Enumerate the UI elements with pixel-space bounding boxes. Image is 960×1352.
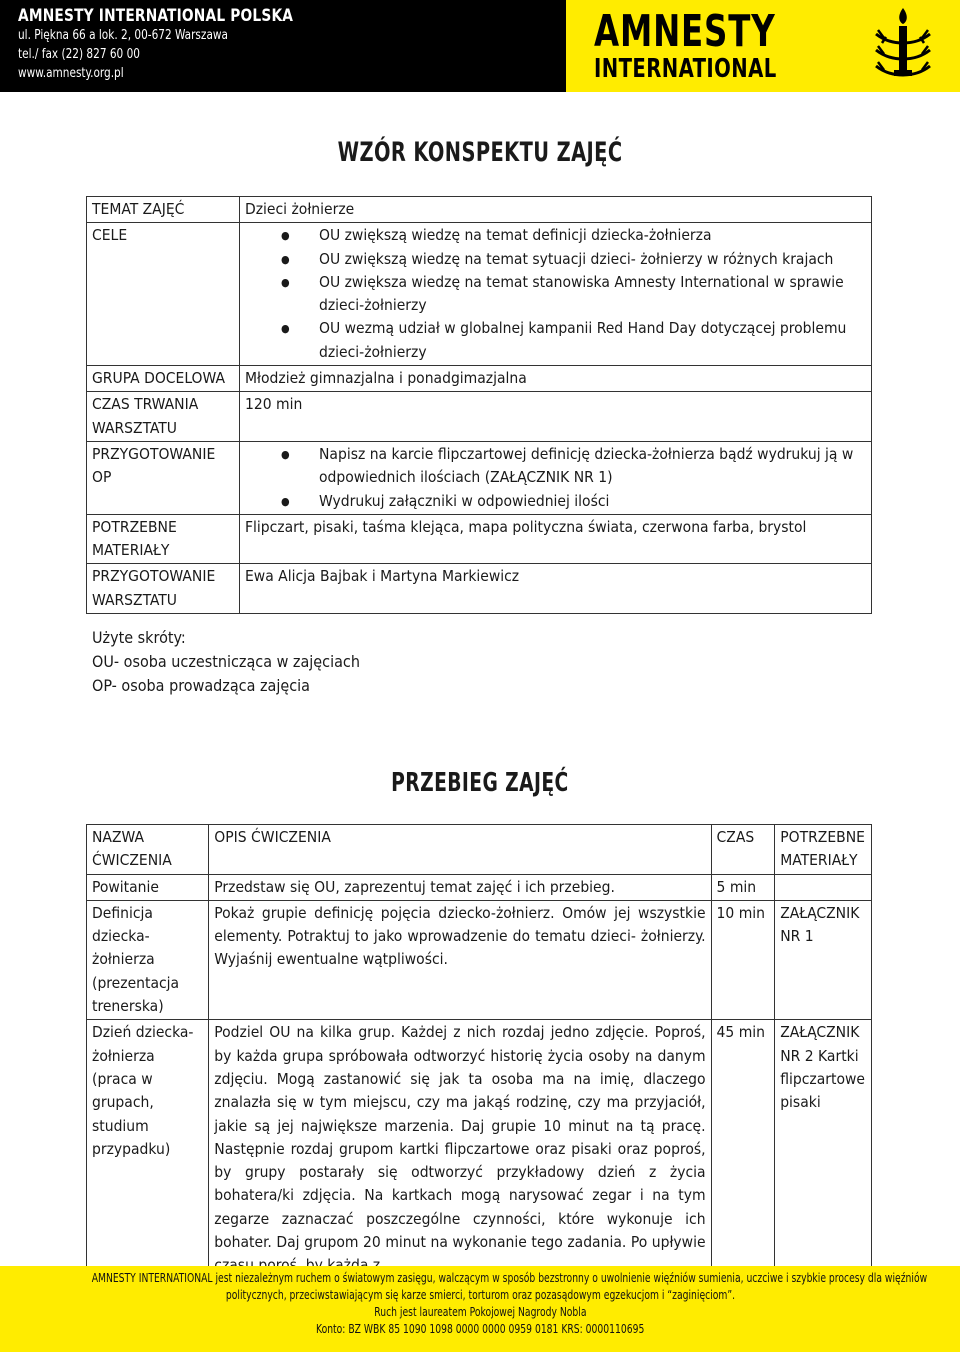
logo-line-2: INTERNATIONAL <box>594 54 777 84</box>
table-row <box>87 1020 872 1279</box>
footer-line-4: Konto: BZ WBK 85 1090 1098 0000 0000 0959 0181 KRS: 0000110695 <box>315 1321 645 1336</box>
abbreviation-ou: OU- osoba uczestnicząca w zajęciach <box>92 652 360 671</box>
page-footer <box>0 1266 960 1352</box>
list-item: ● OU wezmą udział w globalnej kampanii Red Hand Day dotyczącej problemu dzieci-żołnierzy <box>299 317 866 364</box>
exercise-description: Pokaż grupie definicję pojęcia dziecko-żołnierz. Omów jej wszystkie elementy. Potraktuj to jako wprowadzenie do tematu dzieci- żołnierzy. Wyjaśnij ewentualne wątpliwości. <box>209 900 711 1019</box>
topic-label: TEMAT ZAJĘĆ <box>87 197 240 223</box>
org-address: ul. Piękna 66 a lok. 2, 00-672 Warszawa <box>18 28 228 43</box>
table-row <box>87 514 872 564</box>
org-phone: tel./ fax (22) 827 60 00 <box>18 47 140 62</box>
duration-value: 120 min <box>240 392 872 442</box>
list-item: ● Wydrukuj załączniki w odpowiedniej ilości <box>299 490 866 513</box>
table-row <box>87 197 872 223</box>
exercise-name: Definicja dziecka-żołnierza (prezentacja trenerska) <box>87 900 209 1019</box>
column-header: CZAS <box>711 825 775 875</box>
group-label: GRUPA DOCELOWA <box>87 366 240 392</box>
list-item: ● Napisz na karcie flipczartowej definicję dziecka-żołnierza bądź wydrukuj ją w odpowiednich ilościach (ZAŁĄCZNIK NR 1) <box>299 443 866 490</box>
group-value: Młodzież gimnazjalna i ponadgimazjalna <box>240 366 872 392</box>
abbreviations-heading: Użyte skróty: <box>92 628 186 647</box>
table-row <box>87 900 872 1019</box>
column-header: POTRZEBNE MATERIAŁY <box>775 825 872 875</box>
amnesty-logo <box>566 0 960 92</box>
exercise-time: 10 min <box>711 900 775 1019</box>
exercise-description: Przedstaw się OU, zaprezentuj temat zajęć i ich przebieg. <box>209 874 711 900</box>
footer-line-1: AMNESTY INTERNATIONAL jest niezależnym ruchem o światowym zasięgu, walczącym w sposób bezstronny o uwolnienie więźniów sumienia, uczciwe i szybkie procesy dla więźniów <box>91 1270 928 1285</box>
prep-op-label: PRZYGOTOWANIE OP <box>87 441 240 514</box>
exercise-name: Powitanie <box>87 874 209 900</box>
candle-barbed-wire-icon <box>866 4 940 88</box>
list-item: ● OU zwiększą wiedzę na temat definicji dziecka-żołnierza <box>299 224 866 247</box>
column-header: OPIS ĆWICZENIA <box>209 825 711 875</box>
abbreviations <box>92 626 360 698</box>
course-table <box>86 824 872 1280</box>
table-header-row <box>87 825 872 875</box>
materials-label: POTRZEBNE MATERIAŁY <box>87 514 240 564</box>
prepared-by-value: Ewa Alicja Bajbak i Martyna Markiewicz <box>240 564 872 614</box>
lesson-summary-table <box>86 196 872 614</box>
exercise-materials <box>775 874 872 900</box>
footer-line-3: Ruch jest laureatem Pokojowej Nagrody Nobla <box>373 1304 587 1319</box>
table-row <box>87 874 872 900</box>
table-row <box>87 392 872 442</box>
goals-cell <box>240 223 872 366</box>
materials-value: Flipczart, pisaki, taśma klejąca, mapa polityczna świata, czerwona farba, brystol <box>240 514 872 564</box>
table-row <box>87 441 872 514</box>
table-row <box>87 366 872 392</box>
org-name: AMNESTY INTERNATIONAL POLSKA <box>18 6 294 26</box>
header-contact-block <box>0 0 566 92</box>
logo-text <box>594 6 815 84</box>
exercise-time: 45 min <box>711 1020 775 1279</box>
footer-line-2: politycznych, przeciwstawiającym się karze smierci, torturom oraz pozasądowym egzekucjom i “zaginięciom”. <box>225 1287 735 1302</box>
prepared-by-label: PRZYGOTOWANIE WARSZTATU <box>87 564 240 614</box>
section-title: PRZEBIEG ZAJĘĆ <box>391 768 569 798</box>
org-website[interactable]: www.amnesty.org.pl <box>18 66 124 81</box>
page-title: WZÓR KONSPEKTU ZAJĘĆ <box>337 137 623 168</box>
exercise-materials: ZAŁĄCZNIK NR 2 Kartki flipczartowe pisaki <box>775 1020 872 1279</box>
exercise-description: Podziel OU na kilka grup. Każdej z nich rozdaj jedno zdjęcie. Poproś, by każda grupa spróbowała odtworzyć historię życia osoby na danym zdjęciu. Mogą zastanowić się jak ta osoba ma na imię, dlaczego znalazła się w tym miejscu, czy ma jakąś rodzinę, czy ma przyjaciół, jakie są jej największe marzenia. Daj grupie 10 minut na tą pracę. Następnie rozdaj grupom kartki flipczartowe oraz pisaki oraz poproś, by grupy postarały się odtworzyć przykładowy dzień z życia bohatera/ki zdjęcia. Na kartkach mogą narysować zegar i na tym zegarze zaznaczać poszczególne czynności, które wykonuje ich bohater. Daj grupom 20 minut na wykonanie tego zadania. Po upływie <box>209 1020 711 1279</box>
exercise-name: Dzień dziecka-żołnierza (praca w grupach, studium przypadku) <box>87 1020 209 1279</box>
duration-label: CZAS TRWANIA WARSZTATU <box>87 392 240 442</box>
list-item: ● OU zwiększą wiedzę na temat sytuacji dzieci- żołnierzy w różnych krajach <box>299 248 866 271</box>
abbreviation-op: OP- osoba prowadząca zajęcia <box>92 676 310 695</box>
exercise-materials: ZAŁĄCZNIK NR 1 <box>775 900 872 1019</box>
goals-label: CELE <box>87 223 240 366</box>
exercise-time: 5 min <box>711 874 775 900</box>
topic-value: Dzieci żołnierze <box>240 197 872 223</box>
table-row <box>87 564 872 614</box>
list-item: ● OU zwiększa wiedzę na temat stanowiska Amnesty International w sprawie dzieci-żołnierzy <box>299 271 866 318</box>
logo-line-1: AMNESTY <box>594 6 776 57</box>
column-header: NAZWA ĆWICZENIA <box>87 825 209 875</box>
table-row <box>87 223 872 366</box>
prep-op-cell <box>240 441 872 514</box>
